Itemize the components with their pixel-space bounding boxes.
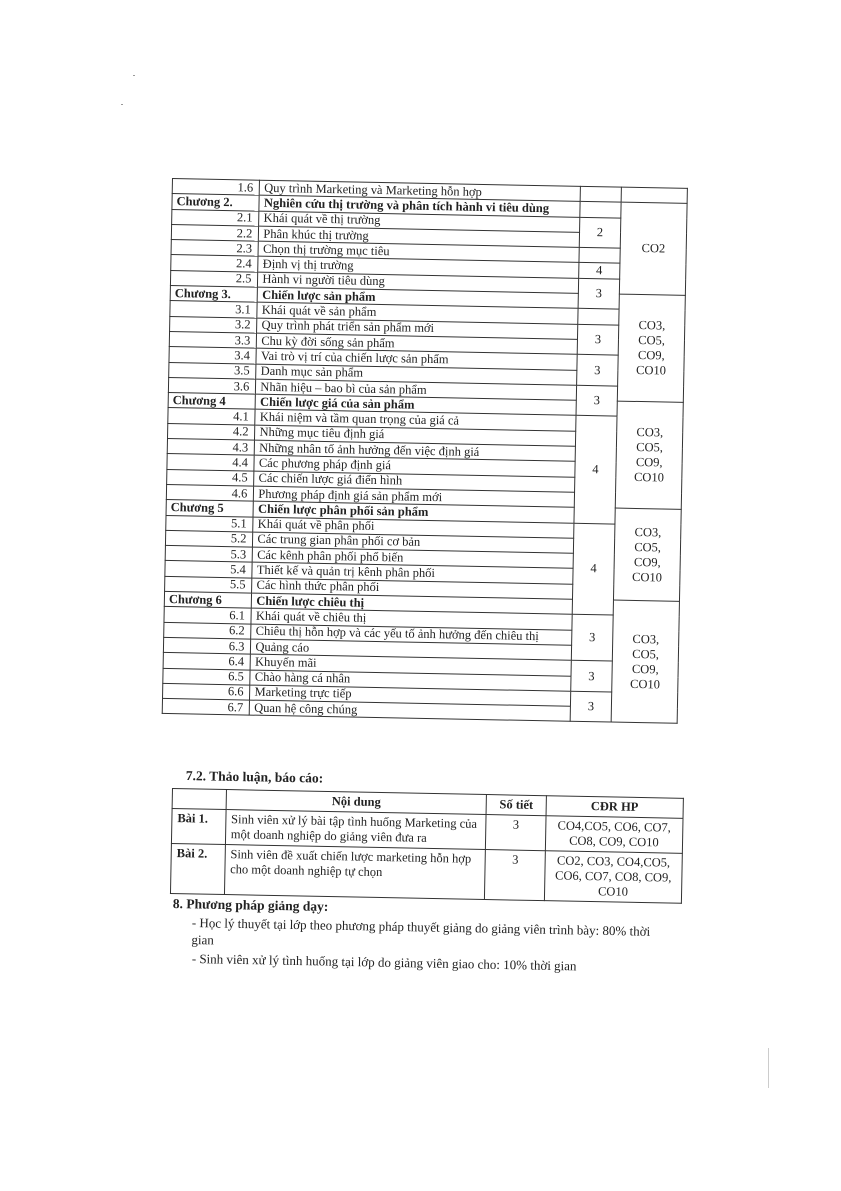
- topic-title: Định vị thị trường: [258, 257, 578, 278]
- topic-title: Khái niệm và tầm quan trọng của giá cả: [255, 410, 575, 431]
- cdr-code: CO5,: [634, 539, 662, 555]
- cdr-code: CO10: [635, 363, 667, 378]
- topic-title: Chu kỳ đời sống sản phẩm: [257, 333, 577, 354]
- topic-title: Chọn thị trường mục tiêu: [258, 241, 578, 262]
- row-number: 3.5: [169, 362, 257, 379]
- chapter-title: Chiến lược phân phối sản phẩm: [253, 501, 573, 522]
- cdr-cell: [618, 294, 686, 402]
- cdr-code: CO9,: [637, 348, 665, 363]
- chapter-content-table: [162, 178, 688, 724]
- row-number: 5.4: [165, 561, 253, 578]
- topic-title: Danh mục sản phẩm: [256, 364, 576, 385]
- row-hours: 3: [486, 815, 546, 851]
- cdr-code: CO5,: [632, 646, 660, 662]
- teaching-method-line-2: - Sinh viên xử lý tình huống tại lớp do giảng viên giao cho: 10% thời gian: [191, 950, 577, 974]
- header-hours: Số tiết: [486, 795, 546, 816]
- row-number: 3.6: [168, 377, 256, 394]
- topic-title: Khái quát về chiêu thị: [251, 608, 571, 629]
- teaching-method-line-1: - Học lý thuyết tại lớp theo phương pháp thuyết giảng do giảng viên trình bày: 80% thời gian: [191, 914, 651, 948]
- cdr-code: CO5,: [638, 333, 666, 348]
- scan-speck: [121, 104, 123, 105]
- topic-title: Thiết kế và quản trị kênh phân phối: [252, 563, 572, 584]
- cdr-code: CO10: [633, 470, 665, 485]
- row-number: Chương 3.: [170, 286, 258, 303]
- hours-cell: [579, 248, 621, 264]
- chapter-title: Chiến lược giá của sản phẩm: [255, 394, 575, 415]
- topic-title: Chiêu thị hỗn hợp và các yếu tố ảnh hưởng đến chiêu thị: [251, 624, 571, 645]
- row-number: 5.3: [165, 546, 253, 563]
- scan-edge-line: [768, 1048, 769, 1088]
- topic-title: Nhãn hiệu – bao bì của sản phẩm: [256, 379, 576, 400]
- cdr-cell: [611, 600, 679, 724]
- hours-cell: 4: [578, 263, 620, 279]
- topic-title: Những nhân tố ảnh hưởng đến việc định giá: [255, 440, 575, 461]
- cdr-code: CO3,: [632, 631, 660, 647]
- row-number: 4.3: [167, 439, 255, 456]
- row-number: 3.1: [170, 301, 258, 318]
- topic-title: Khái quát về sản phẩm: [257, 303, 577, 324]
- hours-cell: 3: [570, 660, 612, 691]
- row-number: 6.4: [163, 653, 251, 670]
- row-number: 6.3: [163, 637, 251, 654]
- row-number: 2.4: [171, 255, 259, 272]
- row-number: 4.4: [167, 454, 255, 471]
- row-number: Chương 6: [164, 591, 252, 608]
- hours-cell: [580, 186, 622, 202]
- row-label: Bài 2.: [170, 843, 225, 894]
- row-number: 2.1: [172, 209, 260, 226]
- cdr-code: CO9,: [631, 661, 659, 677]
- topic-title: Quy trình phát triển sản phẩm mới: [257, 318, 577, 339]
- row-number: 1.6: [172, 179, 260, 196]
- row-number: 5.2: [165, 530, 253, 547]
- row-cdr: CO2, CO3, CO4,CO5, CO6, CO7, CO8, CO9, CO10: [544, 851, 682, 904]
- row-number: 6.2: [164, 622, 252, 639]
- topic-title: Quảng cáo: [251, 639, 571, 660]
- header-cdr: CĐR HP: [546, 796, 684, 819]
- header-blank: [172, 789, 226, 810]
- topic-title: Phân khúc thị trường: [259, 226, 579, 247]
- topic-title: Chào hàng cá nhân: [250, 670, 570, 691]
- hours-cell: 4: [574, 416, 618, 524]
- topic-title: Các kênh phân phối phổ biến: [253, 547, 573, 568]
- topic-title: Quy trình Marketing và Marketing hỗn hợp: [260, 180, 580, 201]
- row-content: Sinh viên xử lý bài tập tình huống Marketing của một doanh nghiệp do giảng viên đưa ra: [225, 810, 486, 850]
- topic-title: Hành vi người tiêu dùng: [258, 272, 578, 293]
- row-number: Chương 4: [168, 393, 256, 410]
- cdr-cell: [614, 508, 681, 601]
- cdr-cell: CO2: [620, 202, 687, 295]
- row-number: 4.6: [166, 484, 254, 501]
- row-number: 5.5: [165, 576, 253, 593]
- topic-title: Khái quát về thị trường: [259, 211, 579, 232]
- row-number: 6.6: [163, 683, 251, 700]
- row-number: 4.1: [168, 408, 256, 425]
- hours-cell: 3: [570, 691, 612, 722]
- cdr-code: CO9,: [633, 554, 661, 570]
- topic-title: Quan hệ công chúng: [250, 700, 570, 721]
- cdr-code: CO5,: [636, 440, 664, 455]
- section-7-2-heading: 7.2. Thảo luận, báo cáo:: [185, 768, 324, 786]
- topic-title: Vai trò vị trí của chiến lược sản phẩm: [256, 348, 576, 369]
- cdr-code: CO9,: [635, 455, 663, 470]
- hours-cell: 2: [579, 217, 621, 248]
- hours-cell: 3: [576, 355, 618, 386]
- hours-cell: [579, 202, 621, 218]
- hours-cell: [577, 309, 619, 325]
- topic-title: Các chiến lược giá điển hình: [254, 471, 574, 492]
- hours-cell: 3: [578, 278, 620, 309]
- section-8-heading: 8. Phương pháp giảng dạy:: [172, 896, 329, 914]
- row-number: 2.2: [171, 224, 259, 241]
- row-content: Sinh viên đề xuất chiến lược marketing hỗn hợp cho một doanh nghiệp tự chọn: [224, 845, 486, 900]
- row-number: 3.2: [170, 316, 258, 333]
- row-number: 2.5: [170, 270, 258, 287]
- hours-cell: 3: [577, 324, 619, 355]
- cdr-code: CO10: [629, 676, 661, 692]
- topic-title: Khái quát về phân phối: [253, 517, 573, 538]
- topic-title: Các hình thức phân phối: [252, 578, 572, 599]
- row-label: Bài 1.: [171, 809, 225, 845]
- header-content: Nội dung: [226, 790, 487, 815]
- chapter-title: Chiến lược chiêu thị: [252, 593, 572, 614]
- hours-cell: 3: [576, 385, 618, 416]
- cdr-code: CO3,: [638, 318, 666, 333]
- topic-title: Marketing trực tiếp: [250, 685, 570, 706]
- row-number: 5.1: [166, 515, 254, 532]
- topic-title: Các trung gian phân phối cơ bản: [253, 532, 573, 553]
- row-number: 3.4: [169, 347, 257, 364]
- discussion-table: [170, 788, 684, 904]
- row-number: 6.5: [163, 668, 251, 685]
- topic-title: Các phương pháp định giá: [254, 455, 574, 476]
- row-hours: 3: [485, 850, 545, 901]
- cdr-cell: [616, 401, 684, 509]
- row-cdr: CO4,CO5, CO6, CO7, CO8, CO9, CO10: [545, 816, 683, 854]
- cdr-code: CO3,: [634, 524, 662, 540]
- hours-cell: 3: [571, 615, 614, 662]
- scan-speck: [133, 75, 135, 76]
- row-number: 4.5: [167, 469, 255, 486]
- row-number: 6.7: [162, 699, 250, 716]
- topic-title: Khuyến mãi: [250, 654, 570, 675]
- table-row: [170, 843, 682, 903]
- cdr-cell: [621, 187, 687, 204]
- row-number: 6.1: [164, 607, 252, 624]
- chapter-title: Chiến lược sản phẩm: [257, 287, 577, 308]
- chapter-title: Nghiên cứu thị trường và phân tích hành vi tiêu dùng: [259, 195, 579, 216]
- topic-title: Phương pháp định giá sản phẩm mới: [254, 486, 574, 507]
- topic-title: Những mục tiêu định giá: [255, 425, 575, 446]
- row-number: 2.3: [171, 240, 259, 257]
- hours-cell: 4: [572, 523, 615, 616]
- row-number: 3.3: [169, 331, 257, 348]
- row-number: Chương 2.: [172, 194, 260, 211]
- row-number: Chương 5: [166, 500, 254, 517]
- cdr-code: CO3,: [636, 425, 664, 440]
- cdr-code: CO10: [632, 569, 663, 585]
- row-number: 4.2: [167, 423, 255, 440]
